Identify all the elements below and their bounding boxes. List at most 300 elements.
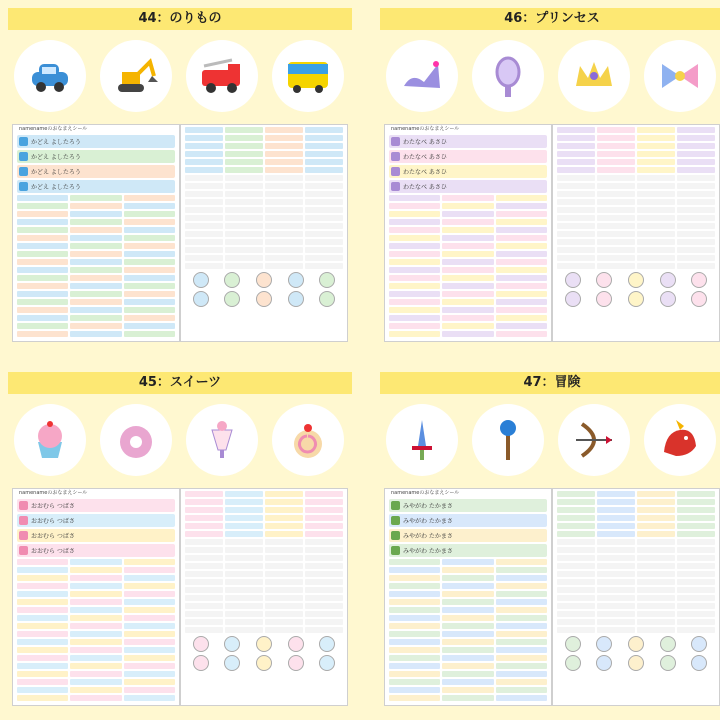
- small-sticker: [70, 323, 121, 329]
- small-sticker: [597, 239, 635, 245]
- small-sticker: [496, 575, 547, 581]
- small-sticker: [17, 283, 68, 289]
- small-sticker-row: [185, 199, 343, 205]
- small-sticker: [677, 151, 715, 157]
- small-sticker: [442, 591, 493, 597]
- small-sticker: [265, 539, 303, 545]
- small-sticker: [225, 491, 263, 497]
- round-sticker: [596, 291, 612, 307]
- small-sticker: [496, 655, 547, 661]
- small-sticker: [557, 239, 595, 245]
- round-sticker: [565, 291, 581, 307]
- small-sticker: [677, 491, 715, 497]
- small-sticker: [442, 599, 493, 605]
- small-sticker: [597, 619, 635, 625]
- small-sticker: [597, 183, 635, 189]
- small-sticker: [305, 611, 343, 617]
- small-sticker: [17, 315, 68, 321]
- small-sticker: [442, 655, 493, 661]
- small-sticker: [557, 247, 595, 253]
- small-sticker-row: [389, 671, 547, 677]
- small-sticker-row: [557, 595, 715, 601]
- small-sticker-row: [389, 695, 547, 701]
- small-sticker: [305, 523, 343, 529]
- small-sticker-row: [185, 603, 343, 609]
- small-sticker-row: [389, 599, 547, 605]
- small-sticker: [185, 175, 223, 181]
- small-sticker: [389, 663, 440, 669]
- sheet-header: namenameのおなまえシール: [19, 490, 88, 496]
- small-sticker-row: [17, 631, 175, 637]
- small-sticker: [597, 255, 635, 261]
- small-sticker: [389, 647, 440, 653]
- small-sticker: [17, 219, 68, 225]
- small-sticker: [389, 679, 440, 685]
- sticker-icon: [19, 182, 28, 191]
- round-sticker: [596, 272, 612, 288]
- small-sticker: [597, 223, 635, 229]
- small-sticker: [389, 203, 440, 209]
- section-title: 47：冒険: [380, 372, 720, 394]
- round-sticker: [288, 655, 304, 671]
- small-sticker: [124, 243, 175, 249]
- small-sticker: [597, 199, 635, 205]
- small-sticker: [496, 307, 547, 313]
- small-sticker: [496, 323, 547, 329]
- small-sticker-row: [389, 687, 547, 693]
- large-name-sticker: [389, 180, 547, 193]
- small-sticker-row: [557, 579, 715, 585]
- small-sticker: [597, 231, 635, 237]
- small-sticker: [637, 531, 675, 537]
- small-sticker: [185, 255, 223, 261]
- small-sticker: [225, 555, 263, 561]
- small-sticker: [17, 655, 68, 661]
- small-sticker: [305, 595, 343, 601]
- small-sticker: [597, 207, 635, 213]
- small-sticker-row: [17, 203, 175, 209]
- round-sticker: [596, 636, 612, 652]
- small-sticker: [389, 559, 440, 565]
- small-sticker: [637, 247, 675, 253]
- small-sticker: [557, 231, 595, 237]
- small-sticker: [496, 623, 547, 629]
- small-sticker: [185, 523, 223, 529]
- small-sticker: [597, 167, 635, 173]
- small-sticker: [442, 639, 493, 645]
- small-sticker: [677, 247, 715, 253]
- round-sticker: [660, 272, 676, 288]
- small-sticker: [225, 611, 263, 617]
- small-sticker: [557, 199, 595, 205]
- small-sticker: [496, 259, 547, 265]
- small-sticker: [70, 655, 121, 661]
- round-sticker: [660, 655, 676, 671]
- sticker-name: わたなべ あさひ: [403, 169, 447, 176]
- small-sticker-row: [557, 563, 715, 569]
- round-sticker: [193, 272, 209, 288]
- round-sticker: [224, 272, 240, 288]
- small-sticker-row: [389, 267, 547, 273]
- small-sticker: [225, 563, 263, 569]
- large-name-sticker: [389, 529, 547, 542]
- round-sticker: [565, 655, 581, 671]
- small-sticker-row: [389, 219, 547, 225]
- sticker-name: かどえ よしたろう: [31, 154, 81, 161]
- sticker-name: かどえ よしたろう: [31, 139, 81, 146]
- round-sticker: [319, 655, 335, 671]
- sticker-name: おおむら つばさ: [31, 503, 75, 510]
- small-sticker-row: [389, 559, 547, 565]
- small-sticker: [124, 315, 175, 321]
- small-sticker-row: [17, 243, 175, 249]
- small-sticker-row: [389, 227, 547, 233]
- small-sticker: [389, 211, 440, 217]
- small-sticker-row: [557, 207, 715, 213]
- small-sticker: [305, 247, 343, 253]
- excavator-icon: [100, 40, 172, 112]
- small-sticker: [225, 571, 263, 577]
- small-sticker-row: [185, 239, 343, 245]
- small-sticker: [597, 135, 635, 141]
- small-sticker: [637, 191, 675, 197]
- small-sticker-row: [17, 259, 175, 265]
- small-sticker: [70, 607, 121, 613]
- small-sticker: [265, 215, 303, 221]
- small-sticker: [70, 235, 121, 241]
- large-name-sticker: [17, 544, 175, 557]
- small-sticker: [677, 223, 715, 229]
- small-sticker-row: [389, 243, 547, 249]
- design-icons: [380, 404, 720, 482]
- small-sticker: [70, 291, 121, 297]
- round-sticker: [319, 291, 335, 307]
- small-sticker: [557, 167, 595, 173]
- round-sticker: [628, 655, 644, 671]
- small-sticker: [124, 307, 175, 313]
- small-sticker-row: [389, 615, 547, 621]
- small-sticker: [637, 263, 675, 269]
- small-sticker: [389, 575, 440, 581]
- small-sticker: [305, 627, 343, 633]
- mirror-icon: [472, 40, 544, 112]
- small-sticker-row: [557, 143, 715, 149]
- small-sticker: [496, 591, 547, 597]
- small-sticker: [677, 143, 715, 149]
- small-sticker-row: [17, 559, 175, 565]
- small-sticker: [597, 191, 635, 197]
- small-sticker: [305, 579, 343, 585]
- small-sticker: [557, 595, 595, 601]
- small-sticker: [557, 627, 595, 633]
- small-sticker: [597, 159, 635, 165]
- small-sticker: [389, 631, 440, 637]
- small-sticker: [389, 235, 440, 241]
- small-sticker: [496, 235, 547, 241]
- small-sticker: [597, 127, 635, 133]
- small-sticker: [442, 567, 493, 573]
- parfait-icon: [186, 404, 258, 476]
- small-sticker: [496, 203, 547, 209]
- round-sticker: [691, 272, 707, 288]
- small-sticker: [557, 151, 595, 157]
- small-sticker: [265, 255, 303, 261]
- small-sticker-row: [17, 615, 175, 621]
- small-sticker: [124, 631, 175, 637]
- small-sticker: [124, 219, 175, 225]
- sheet-header: namenameのおなまえシール: [391, 490, 460, 496]
- small-sticker: [70, 227, 121, 233]
- small-sticker-row: [389, 211, 547, 217]
- small-sticker: [70, 631, 121, 637]
- small-sticker: [496, 291, 547, 297]
- sticker-sheet-small: [552, 124, 720, 342]
- small-sticker-row: [17, 219, 175, 225]
- small-sticker: [597, 523, 635, 529]
- small-sticker: [265, 135, 303, 141]
- dragon-icon: [644, 404, 716, 476]
- large-name-sticker: [389, 514, 547, 527]
- round-sticker: [660, 636, 676, 652]
- small-sticker-row: [557, 151, 715, 157]
- small-sticker-row: [185, 627, 343, 633]
- small-sticker: [185, 247, 223, 253]
- small-sticker: [597, 515, 635, 521]
- small-sticker: [557, 127, 595, 133]
- small-sticker-row: [17, 679, 175, 685]
- small-sticker: [389, 219, 440, 225]
- small-sticker: [17, 607, 68, 613]
- small-sticker: [597, 611, 635, 617]
- small-sticker-row: [557, 619, 715, 625]
- small-sticker-row: [17, 575, 175, 581]
- small-sticker: [442, 219, 493, 225]
- small-sticker-row: [557, 255, 715, 261]
- sticker-name: かどえ よしたろう: [31, 169, 81, 176]
- small-sticker: [17, 299, 68, 305]
- small-sticker: [185, 167, 223, 173]
- small-sticker: [442, 331, 493, 337]
- small-sticker: [225, 619, 263, 625]
- small-sticker: [597, 507, 635, 513]
- small-sticker: [185, 191, 223, 197]
- small-sticker-row: [185, 579, 343, 585]
- small-sticker: [70, 591, 121, 597]
- small-sticker-row: [557, 555, 715, 561]
- small-sticker: [557, 531, 595, 537]
- small-sticker: [557, 515, 595, 521]
- small-sticker-row: [389, 623, 547, 629]
- small-sticker-row: [389, 323, 547, 329]
- small-sticker: [17, 203, 68, 209]
- small-sticker: [70, 283, 121, 289]
- small-sticker-row: [17, 291, 175, 297]
- small-sticker: [389, 323, 440, 329]
- small-sticker: [637, 151, 675, 157]
- small-sticker: [637, 563, 675, 569]
- roll-cake-icon: [272, 404, 344, 476]
- small-sticker: [557, 579, 595, 585]
- small-sticker-row: [557, 215, 715, 221]
- small-sticker: [557, 215, 595, 221]
- small-sticker: [305, 231, 343, 237]
- small-sticker: [677, 571, 715, 577]
- small-sticker: [185, 587, 223, 593]
- small-sticker-row: [557, 223, 715, 229]
- small-sticker: [677, 499, 715, 505]
- large-name-sticker: [389, 499, 547, 512]
- small-sticker-row: [185, 515, 343, 521]
- small-sticker: [496, 615, 547, 621]
- small-sticker: [305, 547, 343, 553]
- small-sticker-row: [557, 547, 715, 553]
- large-name-sticker: [17, 514, 175, 527]
- small-sticker: [70, 623, 121, 629]
- round-sticker-row: [557, 272, 715, 288]
- small-sticker-row: [17, 599, 175, 605]
- small-sticker: [637, 183, 675, 189]
- small-sticker: [185, 491, 223, 497]
- small-sticker-row: [17, 227, 175, 233]
- small-sticker: [557, 135, 595, 141]
- small-sticker: [637, 491, 675, 497]
- large-name-sticker: [17, 135, 175, 148]
- cupcake-icon: [14, 404, 86, 476]
- small-sticker: [17, 599, 68, 605]
- small-sticker: [70, 211, 121, 217]
- small-sticker: [677, 167, 715, 173]
- small-sticker: [389, 307, 440, 313]
- small-sticker-row: [17, 275, 175, 281]
- sticker-icon: [19, 137, 28, 146]
- small-sticker: [265, 555, 303, 561]
- small-sticker: [677, 523, 715, 529]
- small-sticker: [225, 127, 263, 133]
- small-sticker: [637, 515, 675, 521]
- small-sticker: [265, 127, 303, 133]
- small-sticker: [225, 159, 263, 165]
- small-sticker: [597, 531, 635, 537]
- small-sticker: [442, 243, 493, 249]
- small-sticker: [17, 331, 68, 337]
- small-sticker: [677, 507, 715, 513]
- small-sticker: [637, 255, 675, 261]
- small-sticker: [124, 331, 175, 337]
- small-sticker: [496, 671, 547, 677]
- small-sticker: [442, 631, 493, 637]
- small-sticker: [557, 143, 595, 149]
- small-sticker: [305, 563, 343, 569]
- small-sticker: [185, 135, 223, 141]
- small-sticker: [265, 499, 303, 505]
- small-sticker-row: [17, 299, 175, 305]
- small-sticker-row: [17, 331, 175, 337]
- small-sticker-row: [557, 603, 715, 609]
- car-icon: [14, 40, 86, 112]
- small-sticker: [389, 315, 440, 321]
- small-sticker: [70, 695, 121, 701]
- small-sticker-row: [557, 531, 715, 537]
- small-sticker: [305, 199, 343, 205]
- sticker-icon: [391, 516, 400, 525]
- small-sticker: [637, 579, 675, 585]
- small-sticker: [225, 499, 263, 505]
- small-sticker: [496, 227, 547, 233]
- small-sticker: [389, 607, 440, 613]
- small-sticker: [442, 671, 493, 677]
- round-sticker-row: [557, 636, 715, 652]
- small-sticker-row: [17, 695, 175, 701]
- small-sticker-row: [389, 567, 547, 573]
- small-sticker: [70, 679, 121, 685]
- small-sticker: [597, 555, 635, 561]
- small-sticker: [305, 539, 343, 545]
- small-sticker-row: [389, 639, 547, 645]
- small-sticker: [265, 507, 303, 513]
- small-sticker: [389, 259, 440, 265]
- small-sticker: [597, 571, 635, 577]
- small-sticker: [442, 615, 493, 621]
- small-sticker: [442, 227, 493, 233]
- small-sticker: [70, 575, 121, 581]
- small-sticker: [70, 331, 121, 337]
- small-sticker: [637, 215, 675, 221]
- small-sticker: [637, 223, 675, 229]
- small-sticker: [265, 603, 303, 609]
- small-sticker: [496, 267, 547, 273]
- small-sticker-row: [17, 195, 175, 201]
- small-sticker: [557, 523, 595, 529]
- small-sticker: [124, 679, 175, 685]
- small-sticker: [557, 603, 595, 609]
- small-sticker: [496, 663, 547, 669]
- small-sticker-row: [185, 539, 343, 545]
- small-sticker: [70, 639, 121, 645]
- small-sticker: [597, 215, 635, 221]
- magic-staff-icon: [472, 404, 544, 476]
- round-sticker-row: [185, 291, 343, 307]
- small-sticker: [124, 559, 175, 565]
- small-sticker-row: [17, 647, 175, 653]
- small-sticker: [496, 331, 547, 337]
- small-sticker: [185, 499, 223, 505]
- small-sticker: [389, 227, 440, 233]
- small-sticker: [389, 251, 440, 257]
- small-sticker: [442, 275, 493, 281]
- small-sticker-row: [185, 231, 343, 237]
- small-sticker: [597, 143, 635, 149]
- small-sticker: [557, 223, 595, 229]
- small-sticker: [557, 175, 595, 181]
- small-sticker: [557, 207, 595, 213]
- ribbon-icon: [644, 40, 716, 112]
- small-sticker-row: [389, 299, 547, 305]
- small-sticker-row: [185, 555, 343, 561]
- small-sticker: [496, 195, 547, 201]
- small-sticker: [389, 695, 440, 701]
- small-sticker-row: [389, 679, 547, 685]
- small-sticker: [305, 603, 343, 609]
- small-sticker: [124, 291, 175, 297]
- small-sticker: [637, 627, 675, 633]
- small-sticker: [442, 267, 493, 273]
- small-sticker: [597, 263, 635, 269]
- small-sticker: [265, 547, 303, 553]
- small-sticker-row: [185, 191, 343, 197]
- small-sticker: [265, 263, 303, 269]
- small-sticker: [637, 523, 675, 529]
- small-sticker: [124, 639, 175, 645]
